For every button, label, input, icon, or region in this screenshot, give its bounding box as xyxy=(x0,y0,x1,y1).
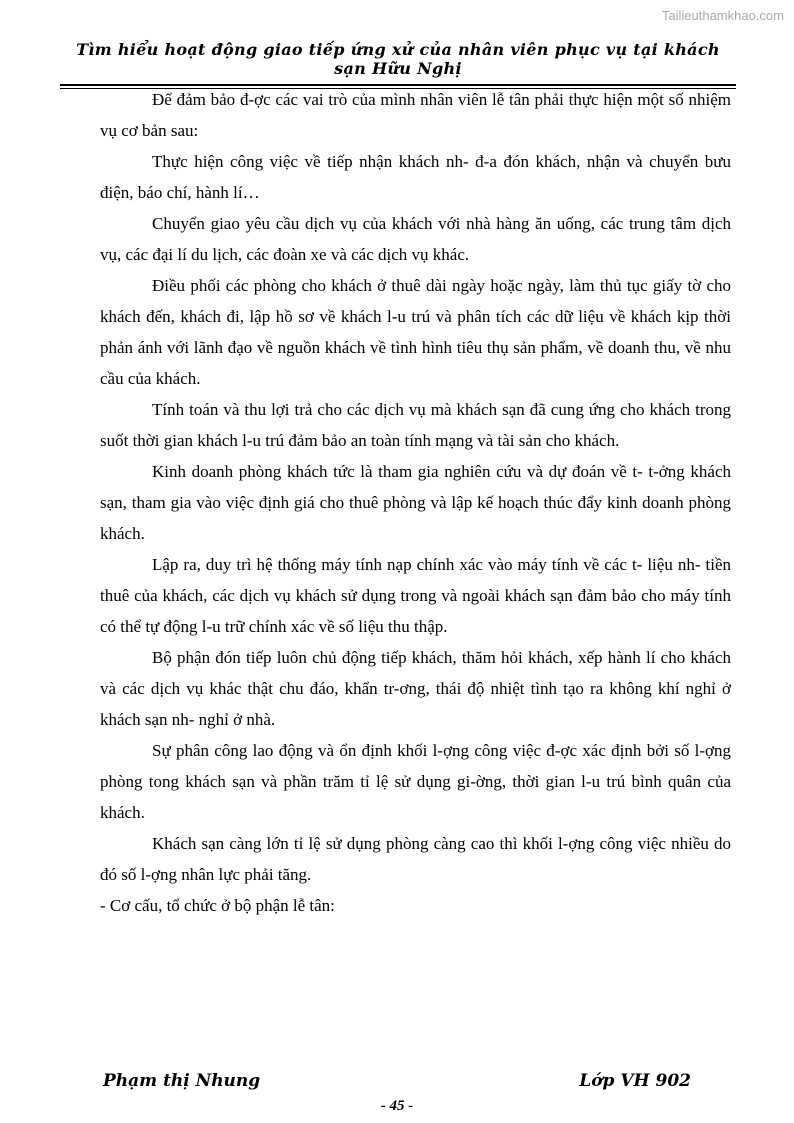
paragraph: Chuyển giao yêu cầu dịch vụ của khách với nhà hàng ăn uống, các trung tâm dịch vụ, các đại lí du lịch, các đoàn xe và các dịch vụ khác. xyxy=(100,214,731,264)
footer-class-label: Lớp VH 902 xyxy=(579,1071,691,1091)
paragraph: Điều phối các phòng cho khách ở thuê dài ngày hoặc ngày, làm thủ tục giấy tờ cho khách đến, khách đi, lập hồ sơ về khách l-u trú và phân tích các dữ liệu về khách kịp thời phản ánh với lãnh đạo về nguồn khách về tình hình tiêu thụ sản phẩm, về doanh thu, về nhu cầu của khách. xyxy=(100,276,731,388)
paragraph: Sự phân công lao động và ổn định khối l-ợng công việc đ-ợc xác định bởi số l-ợng phòng tong khách sạn và phần trăm tỉ lệ sử dụng gi-ờng, thời gian l-u trú bình quân của khách. xyxy=(100,741,731,822)
header-title: Tìm hiểu hoạt động giao tiếp ứng xử của nhân viên phục vụ tại khách sạn Hữu Nghị xyxy=(76,40,720,78)
paragraph: Tính toán và thu lợi trả cho các dịch vụ mà khách sạn đã cung ứng cho khách trong suốt thời gian khách l-u trú đảm bảo an toàn tính mạng và tài sản cho khách. xyxy=(100,400,731,450)
watermark: Tailieuthamkhao.com xyxy=(661,8,784,23)
footer-author: Phạm thị Nhung xyxy=(103,1071,261,1091)
paragraph: - Cơ cấu, tổ chức ở bộ phận lễ tân: xyxy=(100,896,335,915)
paragraph: Thực hiện công việc về tiếp nhận khách nh- đ-a đón khách, nhận và chuyển bưu điện, báo chí, hành lí… xyxy=(100,152,731,202)
paragraph: Bộ phận đón tiếp luôn chủ động tiếp khách, thăm hỏi khách, xếp hành lí cho khách và các dịch vụ khác thật chu đáo, khẩn tr-ơng, thái độ nhiệt tình tạo ra không khí nghỉ ở khách sạn nh- nghỉ ở nhà. xyxy=(100,648,731,729)
page-number: - 45 - xyxy=(380,1098,414,1114)
document-body xyxy=(100,84,731,921)
paragraph: Khách sạn càng lớn tỉ lệ sử dụng phòng càng cao thì khối l-ợng công việc nhiều do đó số l-ợng nhân lực phải tăng. xyxy=(100,834,731,884)
paragraph: Để đảm bảo đ-ợc các vai trò của mình nhân viên lễ tân phải thực hiện một số nhiệm vụ cơ bản sau: xyxy=(100,90,731,140)
page-header xyxy=(60,40,736,89)
paragraph: Lập ra, duy trì hệ thống máy tính nạp chính xác vào máy tính về các t- liệu nh- tiền thuê của khách, các dịch vụ khách sử dụng trong và ngoài khách sạn đảm bảo cho máy tính có thể tự động l-u trữ chính xác về số liệu thu thập. xyxy=(100,555,731,636)
paragraph: Kinh doanh phòng khách tức là tham gia nghiên cứu và dự đoán về t- t-ởng khách sạn, tham gia vào việc định giá cho thuê phòng và lập kế hoạch thúc đẩy kinh doanh phòng khách. xyxy=(100,462,731,543)
